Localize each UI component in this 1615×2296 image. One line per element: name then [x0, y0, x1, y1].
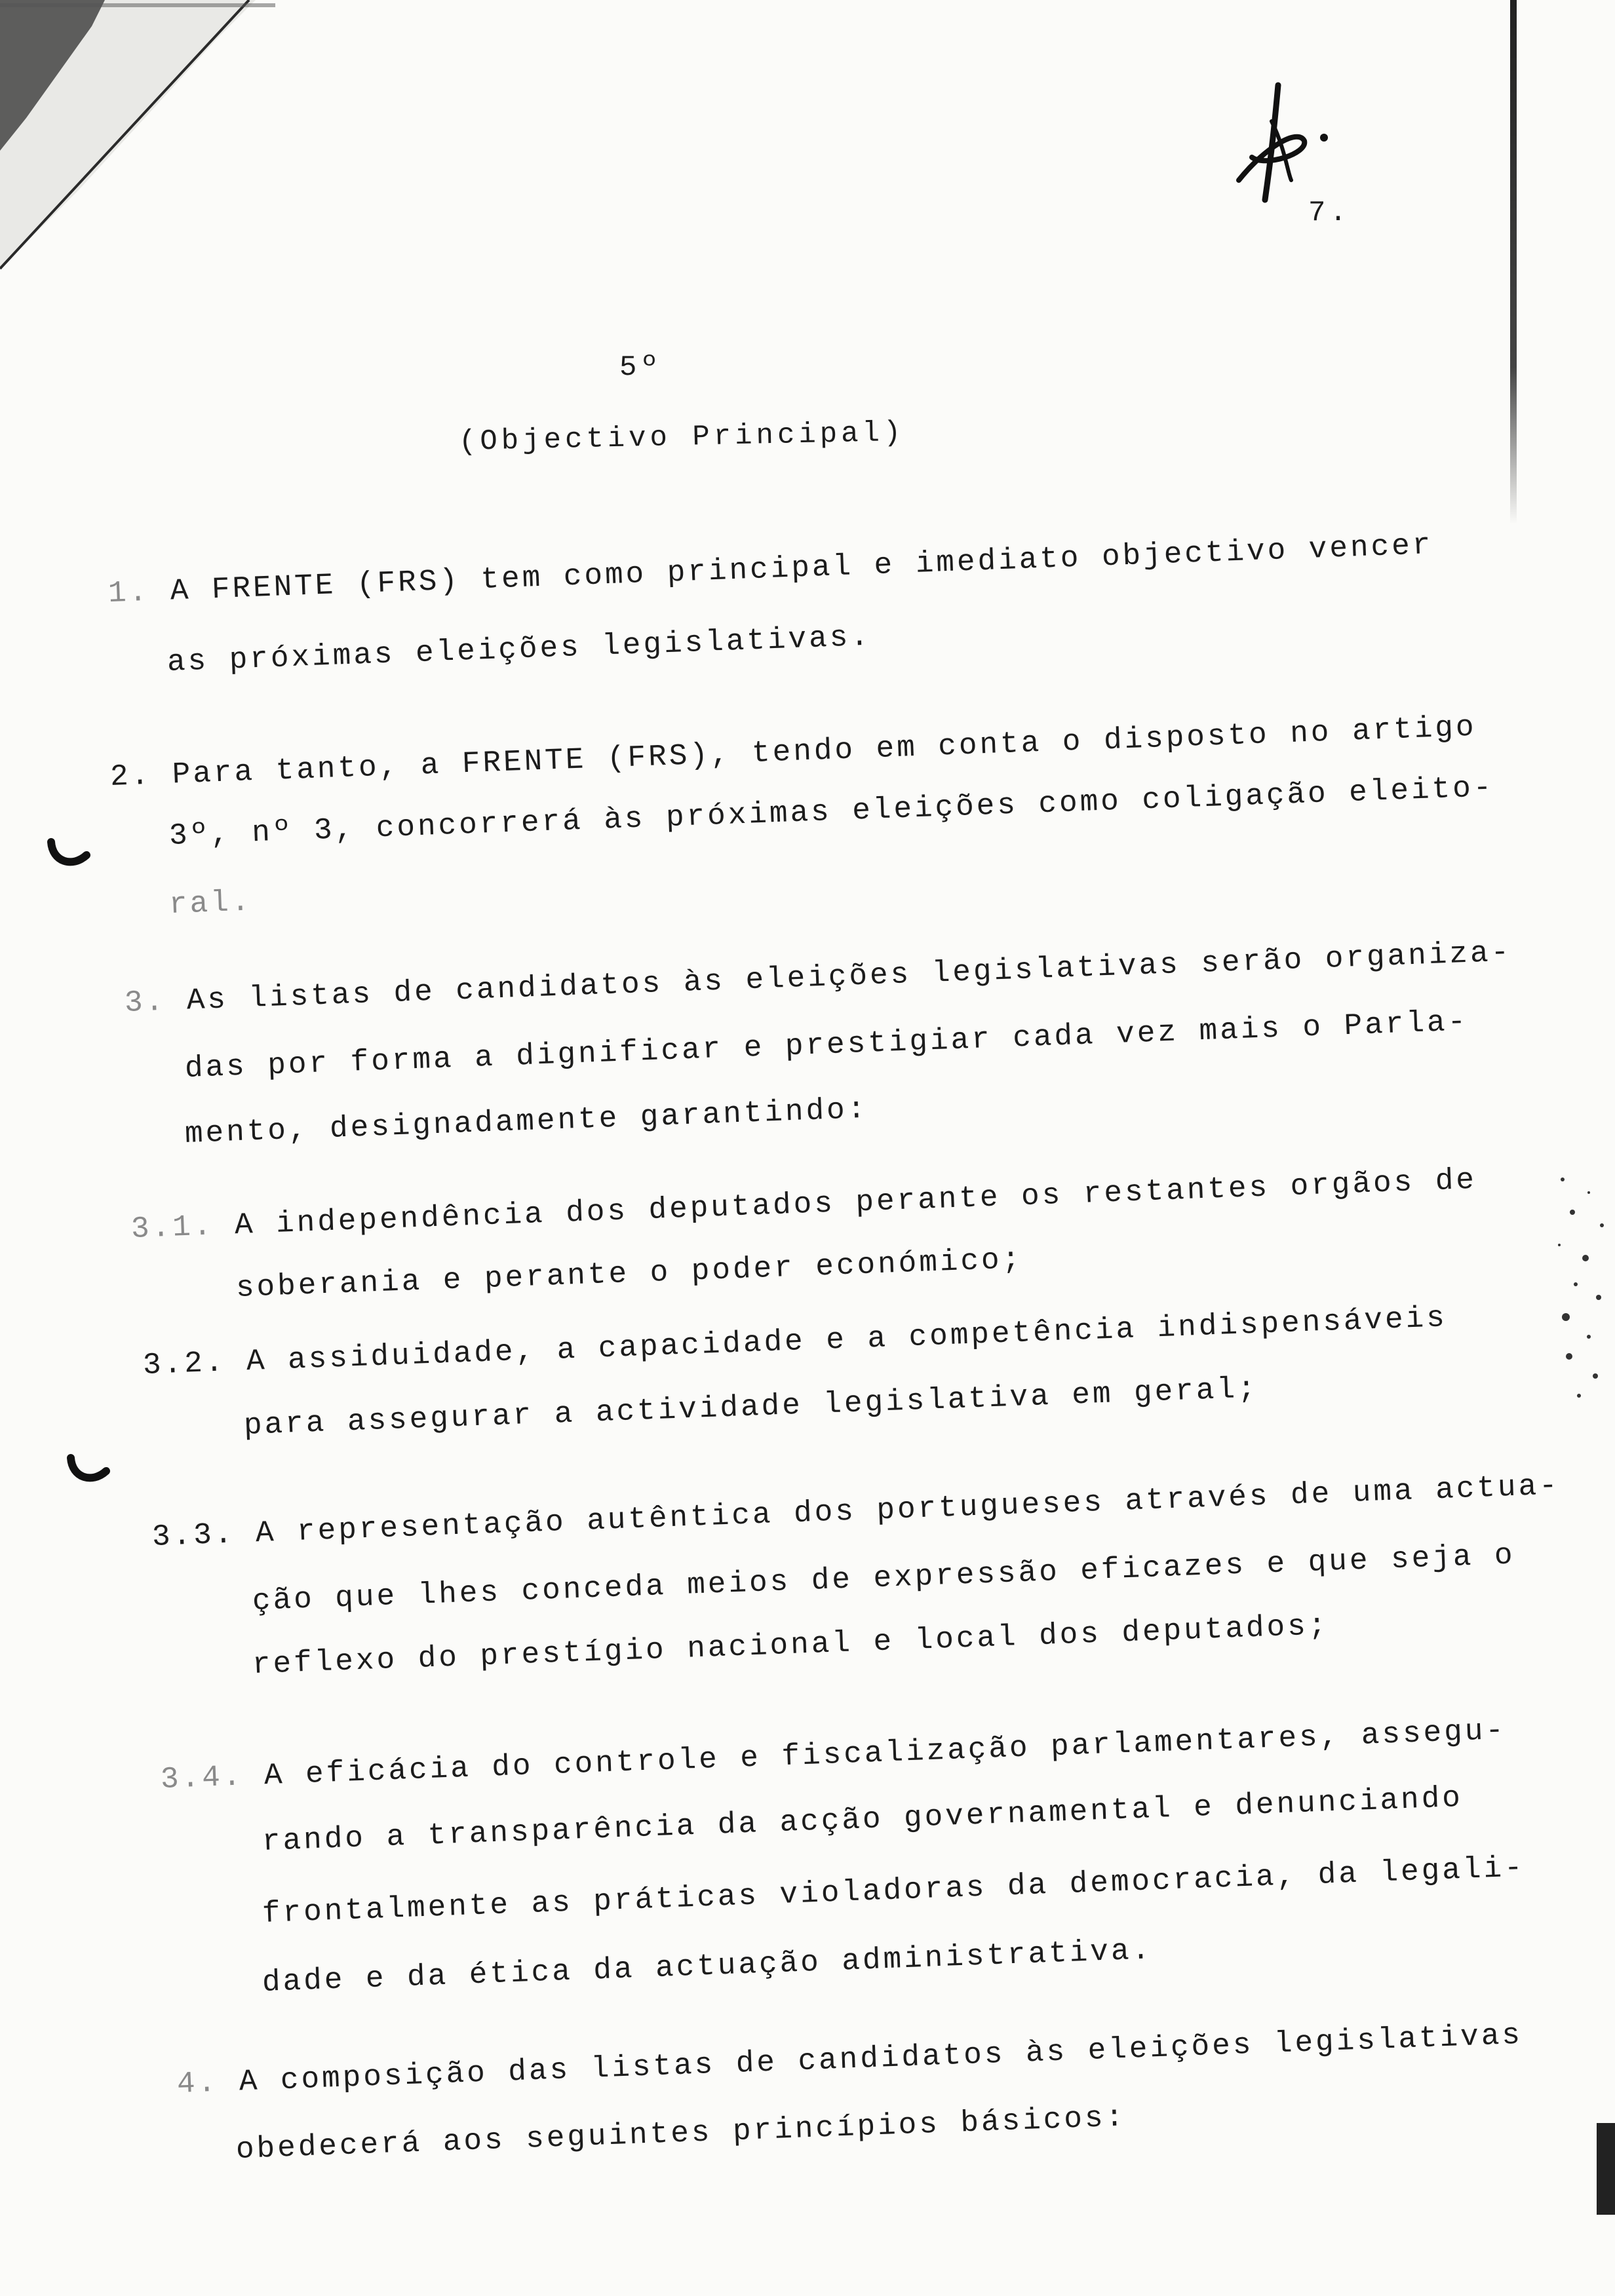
paragraph-3-4-line-1: 3.4. A eficácia do controle e fiscalização parlamentares, assegu- [160, 1713, 1507, 1797]
paragraph-3-3-line-2: ção que lhes conceda meios de expressão eficazes e que seja o [252, 1538, 1516, 1618]
paragraph-3-4-line-3: frontalmente as práticas violadoras da democracia, da legali- [262, 1850, 1526, 1931]
paragraph-4-line-1: 4. A composição das listas de candidatos às eleições legislativas [176, 2018, 1523, 2101]
paragraph-3-1-line-1: 3.1. A independência dos deputados perante os restantes orgãos de [130, 1162, 1477, 1246]
binder-punch-mark [66, 1451, 111, 1491]
binder-punch-mark [46, 835, 92, 875]
scan-corner-artifact [0, 0, 275, 275]
paragraph-2-line-3: ral. [168, 885, 253, 922]
paragraph-3-line-3: mento, designadamente garantindo: [184, 1092, 869, 1151]
handwritten-initials [1226, 82, 1331, 206]
paragraph-3-3-line-1: 3.3. A representação autêntica dos portugueses através de uma actua- [151, 1468, 1561, 1554]
paragraph-3-1-line-2: soberania e perante o poder económico; [235, 1242, 1024, 1305]
scan-right-edge [1510, 0, 1517, 524]
paragraph-4-line-2: obedecerá aos seguintes princípios básicos: [235, 2100, 1127, 2167]
paragraph-3-4-line-2: rando a transparência da acção governamental e denunciando [262, 1780, 1464, 1859]
paragraph-2-line-2: 3º, nº 3, concorrerá às próximas eleições como coligação eleito- [168, 770, 1495, 853]
paragraph-2-line-1: 2. Para tanto, a FRENTE (FRS), tendo em conta o disposto no artigo [109, 710, 1477, 794]
paragraph-1-line-2: as próximas eleições legislativas. [166, 619, 872, 679]
page-number: 7. [1308, 197, 1351, 229]
paragraph-3-line-2: das por forma a dignificar e prestigiar cada vez mais o Parla- [184, 1004, 1469, 1086]
paragraph-3-2-line-2: para assegurar a actividade legislativa em geral; [243, 1371, 1259, 1443]
section-heading: (Objectivo Principal) [458, 416, 905, 459]
paragraph-3-line-1: 3. As listas de candidatos às eleições legislativas serão organiza- [124, 935, 1513, 1020]
article-number: 5º [619, 351, 662, 384]
scan-bottom-right-edge [1597, 2123, 1615, 2215]
paragraph-3-4-line-4: dade e da ética da actuação administrativa. [262, 1933, 1154, 2000]
paragraph-3-3-line-3: reflexo do prestígio nacional e local dos deputados; [252, 1608, 1330, 1682]
scan-noise [1549, 1166, 1615, 1415]
paragraph-1-line-1: 1. A FRENTE (FRS) tem como principal e imediato objectivo vencer [107, 527, 1434, 611]
paragraph-3-2-line-1: 3.2. A assiduidade, a capacidade e a competência indispensáveis [142, 1301, 1448, 1383]
